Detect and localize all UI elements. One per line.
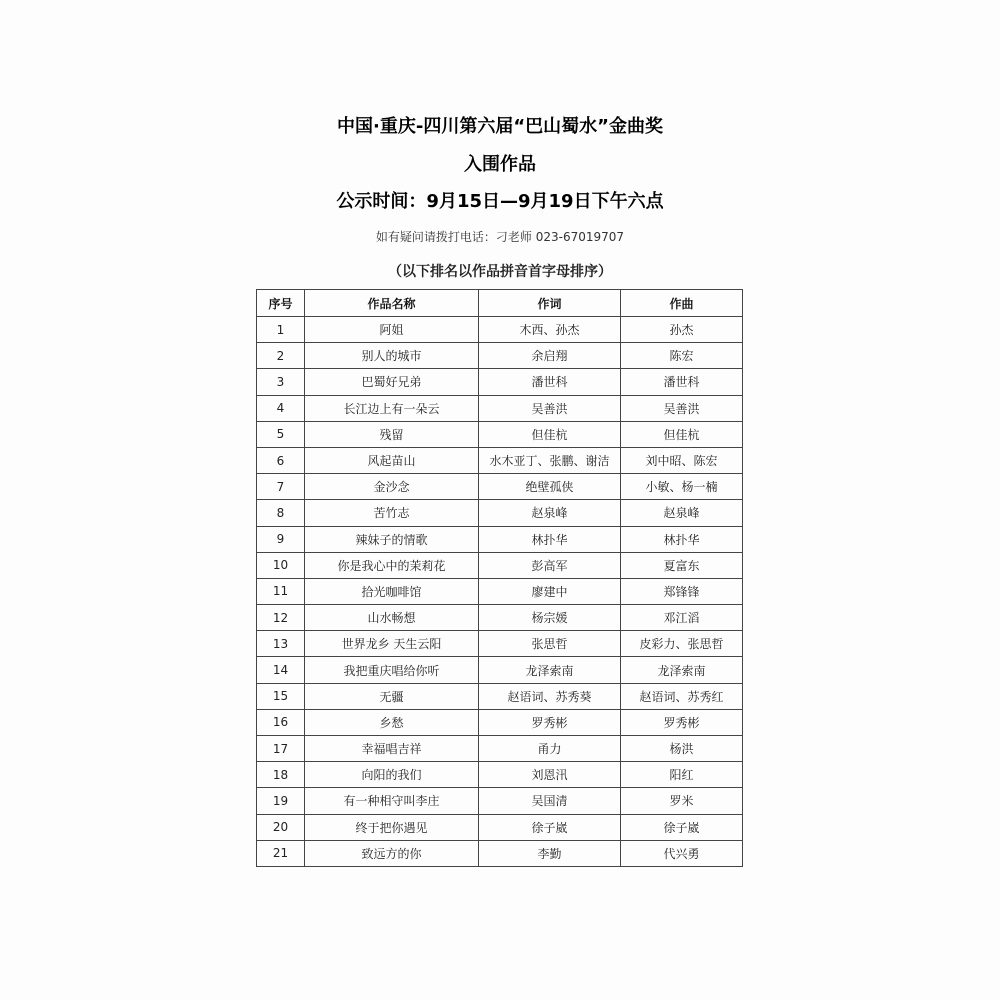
table-row [257, 788, 743, 814]
cell-lyricist: 赵语词、苏秀葵 [479, 683, 621, 709]
cell-lyricist: 吴国清 [479, 788, 621, 814]
cell-composer: 陈宏 [621, 343, 743, 369]
cell-no: 21 [257, 840, 305, 866]
table-row [257, 395, 743, 421]
cell-composer: 徐子崴 [621, 814, 743, 840]
publicity-period: 公示时间：9月15日—9月19日下午六点 [336, 191, 664, 212]
cell-lyricist: 林扑华 [479, 526, 621, 552]
cell-lyricist: 刘恩汛 [479, 762, 621, 788]
cell-lyricist: 廖建中 [479, 578, 621, 604]
cell-lyricist: 赵泉峰 [479, 500, 621, 526]
table-row [257, 447, 743, 473]
cell-title: 你是我心中的茉莉花 [305, 552, 479, 578]
cell-title: 世界龙乡 天生云阳 [305, 631, 479, 657]
table-row [257, 474, 743, 500]
table-row [257, 683, 743, 709]
table-row [257, 500, 743, 526]
cell-title: 乡愁 [305, 709, 479, 735]
cell-lyricist: 但佳杭 [479, 421, 621, 447]
cell-lyricist: 水木亚丁、张鹏、谢洁 [479, 447, 621, 473]
cell-composer: 赵泉峰 [621, 500, 743, 526]
cell-no: 7 [257, 474, 305, 500]
cell-lyricist: 徐子崴 [479, 814, 621, 840]
contact-info: 如有疑问请拨打电话：刁老师 023-67019707 [375, 230, 625, 244]
cell-lyricist: 罗秀彬 [479, 709, 621, 735]
cell-composer: 罗秀彬 [621, 709, 743, 735]
document-title: 中国·重庆-四川第六届“巴山蜀水”金曲奖 [337, 116, 663, 137]
cell-no: 20 [257, 814, 305, 840]
column-header-lyricist: 作词 [479, 290, 621, 317]
table-header-row [257, 290, 743, 317]
cell-composer: 赵语词、苏秀红 [621, 683, 743, 709]
cell-lyricist: 甬力 [479, 736, 621, 762]
cell-no: 12 [257, 605, 305, 631]
cell-title: 致远方的你 [305, 840, 479, 866]
cell-lyricist: 彭高军 [479, 552, 621, 578]
cell-composer: 潘世科 [621, 369, 743, 395]
cell-composer: 代兴勇 [621, 840, 743, 866]
table-row [257, 814, 743, 840]
cell-lyricist: 李勤 [479, 840, 621, 866]
cell-no: 1 [257, 317, 305, 343]
cell-lyricist: 杨宗媛 [479, 605, 621, 631]
cell-no: 16 [257, 709, 305, 735]
cell-title: 拾光咖啡馆 [305, 578, 479, 604]
cell-title: 幸福唱吉祥 [305, 736, 479, 762]
cell-title: 苦竹志 [305, 500, 479, 526]
cell-lyricist: 绝壁孤侠 [479, 474, 621, 500]
cell-title: 长江边上有一朵云 [305, 395, 479, 421]
cell-composer: 龙泽索南 [621, 657, 743, 683]
cell-no: 14 [257, 657, 305, 683]
cell-title: 阿姐 [305, 317, 479, 343]
cell-title: 金沙念 [305, 474, 479, 500]
cell-lyricist: 张思哲 [479, 631, 621, 657]
cell-title: 巴蜀好兄弟 [305, 369, 479, 395]
table-row [257, 343, 743, 369]
sorting-note: （以下排名以作品拼音首字母排序） [388, 264, 612, 280]
cell-title: 有一种相守叫李庄 [305, 788, 479, 814]
cell-composer: 刘中昭、陈宏 [621, 447, 743, 473]
cell-no: 8 [257, 500, 305, 526]
table-row [257, 317, 743, 343]
column-header-composer: 作曲 [621, 290, 743, 317]
cell-composer: 小敏、杨一楠 [621, 474, 743, 500]
cell-no: 9 [257, 526, 305, 552]
table-row [257, 369, 743, 395]
cell-composer: 阳红 [621, 762, 743, 788]
table-row [257, 709, 743, 735]
cell-composer: 吴善洪 [621, 395, 743, 421]
cell-composer: 林扑华 [621, 526, 743, 552]
cell-title: 山水畅想 [305, 605, 479, 631]
cell-composer: 郑锋锋 [621, 578, 743, 604]
cell-lyricist: 余启翔 [479, 343, 621, 369]
cell-title: 向阳的我们 [305, 762, 479, 788]
table-row [257, 631, 743, 657]
cell-composer: 但佳杭 [621, 421, 743, 447]
cell-no: 15 [257, 683, 305, 709]
cell-title: 风起苗山 [305, 447, 479, 473]
cell-no: 10 [257, 552, 305, 578]
cell-composer: 罗米 [621, 788, 743, 814]
cell-composer: 孙杰 [621, 317, 743, 343]
cell-lyricist: 龙泽索南 [479, 657, 621, 683]
cell-no: 17 [257, 736, 305, 762]
table-body [257, 317, 743, 867]
cell-no: 19 [257, 788, 305, 814]
table-row [257, 605, 743, 631]
cell-lyricist: 木西、孙杰 [479, 317, 621, 343]
cell-title: 别人的城市 [305, 343, 479, 369]
table-row [257, 421, 743, 447]
cell-no: 11 [257, 578, 305, 604]
table-row [257, 840, 743, 866]
finalist-table [256, 289, 743, 867]
cell-composer: 杨洪 [621, 736, 743, 762]
table-row [257, 526, 743, 552]
cell-composer: 夏富东 [621, 552, 743, 578]
cell-lyricist: 潘世科 [479, 369, 621, 395]
cell-title: 无疆 [305, 683, 479, 709]
cell-no: 13 [257, 631, 305, 657]
cell-no: 18 [257, 762, 305, 788]
table-row [257, 736, 743, 762]
document-subtitle: 入围作品 [464, 154, 536, 175]
table-row [257, 762, 743, 788]
cell-title: 我把重庆唱给你听 [305, 657, 479, 683]
table-row [257, 657, 743, 683]
cell-composer: 邓江滔 [621, 605, 743, 631]
table-row [257, 578, 743, 604]
column-header-no: 序号 [257, 290, 305, 317]
cell-no: 2 [257, 343, 305, 369]
cell-title: 残留 [305, 421, 479, 447]
cell-no: 6 [257, 447, 305, 473]
table-row [257, 552, 743, 578]
cell-no: 4 [257, 395, 305, 421]
cell-title: 终于把你遇见 [305, 814, 479, 840]
column-header-title: 作品名称 [305, 290, 479, 317]
cell-no: 3 [257, 369, 305, 395]
cell-composer: 皮彩力、张思哲 [621, 631, 743, 657]
cell-title: 辣妹子的情歌 [305, 526, 479, 552]
cell-no: 5 [257, 421, 305, 447]
cell-lyricist: 吴善洪 [479, 395, 621, 421]
